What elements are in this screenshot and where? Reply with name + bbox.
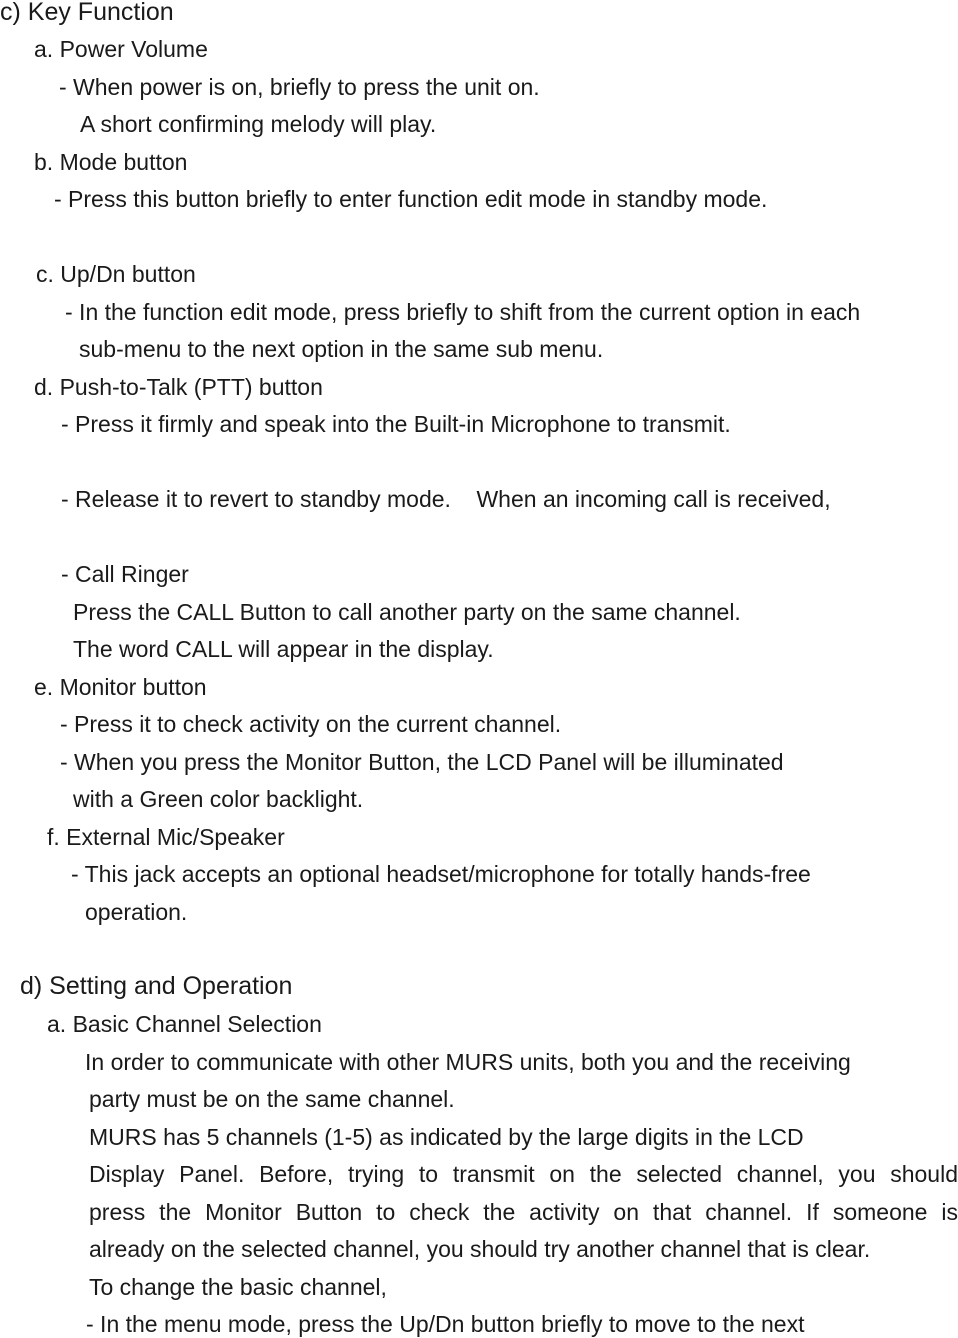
monitor-button-line-1: - Press it to check activity on the current channel. bbox=[60, 711, 562, 737]
call-ringer-line-1: Press the CALL Button to call another party on the same channel. bbox=[73, 599, 741, 625]
external-mic-title: f. External Mic/Speaker bbox=[47, 824, 285, 850]
channel-selection-p8: - In the menu mode, press the Up/Dn button briefly to move to the next bbox=[86, 1311, 805, 1337]
updn-button-title: c. Up/Dn button bbox=[36, 261, 196, 287]
external-mic-line-2: operation. bbox=[85, 899, 188, 925]
updn-button-line-2: sub-menu to the next option in the same sub menu. bbox=[79, 336, 604, 362]
channel-selection-p6: already on the selected channel, you should try another channel that is clear. bbox=[89, 1236, 871, 1262]
section-d-heading: d) Setting and Operation bbox=[20, 972, 293, 1000]
power-volume-line-2: A short confirming melody will play. bbox=[80, 111, 437, 137]
call-ringer-title: - Call Ringer bbox=[61, 561, 189, 587]
mode-button-title: b. Mode button bbox=[34, 149, 188, 175]
section-c-heading: c) Key Function bbox=[0, 0, 174, 26]
ptt-button-title: d. Push-to-Talk (PTT) button bbox=[34, 374, 323, 400]
power-volume-line-1: - When power is on, briefly to press the unit on. bbox=[59, 74, 540, 100]
channel-selection-p3: MURS has 5 channels (1-5) as indicated by the large digits in the LCD bbox=[89, 1124, 804, 1150]
monitor-button-line-2: - When you press the Monitor Button, the LCD Panel will be illuminated bbox=[60, 749, 784, 775]
monitor-button-title: e. Monitor button bbox=[34, 674, 207, 700]
call-ringer-line-2: The word CALL will appear in the display. bbox=[73, 636, 494, 662]
monitor-button-line-3: with a Green color backlight. bbox=[73, 786, 364, 812]
channel-selection-title: a. Basic Channel Selection bbox=[47, 1011, 322, 1037]
channel-selection-p2: party must be on the same channel. bbox=[89, 1086, 455, 1112]
ptt-button-line-2: - Release it to revert to standby mode. When an incoming call is received, bbox=[61, 486, 831, 512]
updn-button-line-1: - In the function edit mode, press briefly to shift from the current option in each bbox=[65, 299, 861, 325]
channel-selection-p1: In order to communicate with other MURS units, both you and the receiving bbox=[85, 1049, 851, 1075]
ptt-button-line-1: - Press it firmly and speak into the Built-in Microphone to transmit. bbox=[61, 411, 731, 437]
channel-selection-p7: To change the basic channel, bbox=[89, 1274, 387, 1300]
channel-selection-p4: Display Panel. Before, trying to transmit on the selected channel, you should bbox=[89, 1161, 958, 1187]
channel-selection-p5: press the Monitor Button to check the activity on that channel. If someone is bbox=[89, 1199, 958, 1225]
mode-button-line-1: - Press this button briefly to enter function edit mode in standby mode. bbox=[54, 186, 768, 212]
power-volume-title: a. Power Volume bbox=[34, 36, 208, 62]
external-mic-line-1: - This jack accepts an optional headset/microphone for totally hands-free bbox=[71, 861, 811, 887]
